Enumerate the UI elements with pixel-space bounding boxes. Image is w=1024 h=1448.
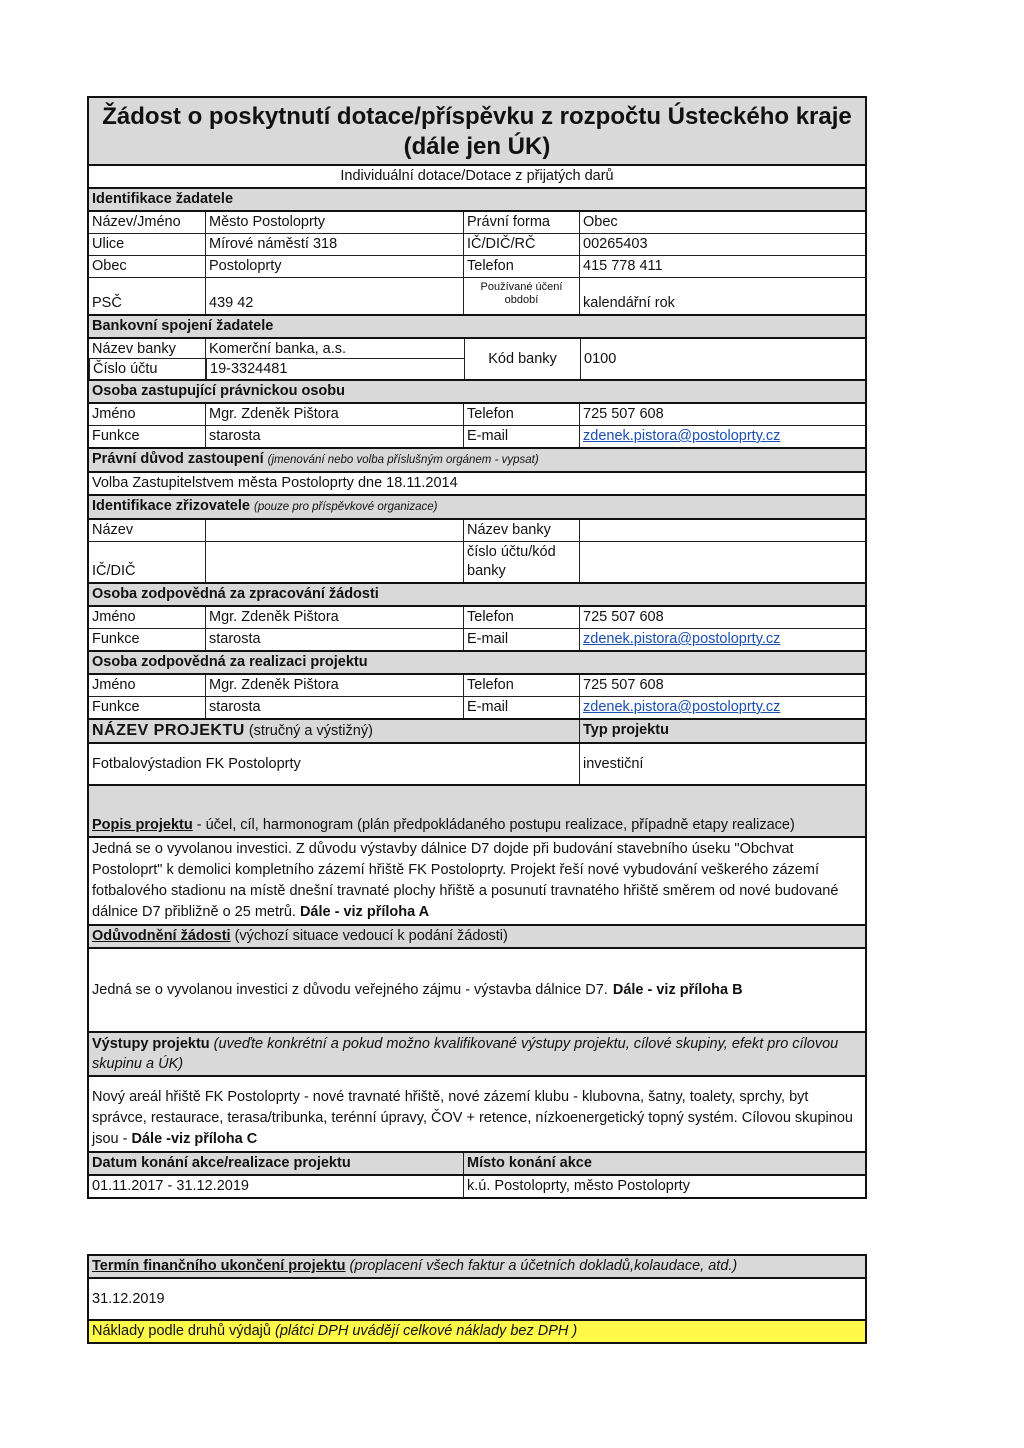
- rep-phone-label: Telefon: [463, 404, 579, 425]
- finance-end-heading-row: [89, 1256, 865, 1279]
- realizer-heading: Osoba zodpovědná za realizaci projektu: [92, 654, 368, 670]
- project-type-value: investiční: [579, 744, 865, 784]
- period-value: kalendářní rok: [579, 278, 865, 314]
- date-heading: Datum konání akce/realizace projektu: [92, 1155, 351, 1171]
- bank-heading: Bankovní spojení žadatele: [92, 318, 274, 334]
- finance-end-heading-cell: [89, 1256, 865, 1277]
- description-heading-cell: [89, 815, 865, 836]
- bank-heading-row: [89, 316, 865, 339]
- finance-end-heading: Termín finančního ukončení projektu: [92, 1258, 346, 1274]
- processor-heading: Osoba zodpovědná za zpracování žádosti: [92, 586, 379, 602]
- real-phone-label: Telefon: [463, 675, 579, 696]
- rep-email-label: E-mail: [463, 426, 579, 447]
- form-title: Žádost o poskytnutí dotace/příspěvku z rozpočtu Ústeckého kraje (dále jen ÚK): [89, 98, 865, 164]
- finance-end-row: [89, 1279, 865, 1321]
- description-text-cell: [89, 838, 865, 924]
- justification-text: Jedná se o vyvolanou investici z důvodu veřejného zájmu - výstavba dálnice D7.: [92, 981, 608, 998]
- outputs-heading: Výstupy projektu: [92, 1036, 210, 1052]
- justification-annex: Dále - viz příloha B: [612, 981, 743, 998]
- outputs-note: (uveďte konkrétní a pokud možno kvalifikované výstupy projektu, cílové skupiny, efekt pro cílovou skupinu a ÚK): [92, 1036, 839, 1072]
- justification-note: (výchozí situace vedoucí k podání žádosti): [234, 928, 508, 944]
- realizer-row-2: [89, 697, 865, 720]
- bank-labels: [89, 339, 205, 379]
- street-value: Mírové náměstí 318: [205, 234, 463, 255]
- bank-name-label: Název banky: [89, 339, 205, 359]
- legal-reason-row: [89, 473, 865, 496]
- outputs-row: [89, 1077, 865, 1153]
- applicant-row-2: [89, 234, 865, 256]
- bank-code-label: Kód banky: [464, 339, 580, 379]
- legal-reason-value: Volba Zastupitelstvem města Postoloprty dne 18.11.2014: [92, 475, 458, 491]
- applicant-heading: Identifikace žadatele: [92, 191, 234, 207]
- outputs-text-cell: [89, 1086, 865, 1151]
- proc-phone-value: 725 507 608: [579, 607, 865, 628]
- applicant-row-3: [89, 256, 865, 278]
- finance-end-note: (proplacení všech faktur a účetních dokladů,kolaudace, atd.): [349, 1258, 738, 1274]
- project-value-row: [89, 744, 865, 786]
- period-label: Používané účení období: [463, 278, 579, 314]
- ic-label: IČ/DIČ/RČ: [463, 234, 579, 255]
- name-label: Název/Jméno: [92, 214, 181, 230]
- place-heading: Místo konání akce: [463, 1153, 865, 1174]
- representative-heading: Osoba zastupující právnickou osobu: [92, 383, 345, 399]
- real-email-link[interactable]: zdenek.pistora@postoloprty.cz: [579, 697, 865, 718]
- finance-section: [87, 1254, 867, 1344]
- phone-label: Telefon: [463, 256, 579, 277]
- applicant-row-4: [89, 278, 865, 316]
- project-name-heading: NÁZEV PROJEKTU: [92, 722, 245, 739]
- title-row: [89, 98, 865, 166]
- applicant-row-1: [89, 212, 865, 234]
- description-note: - účel, cíl, harmonogram (plán předpokládaného postupu realizace, případně etapy realizace): [196, 817, 795, 833]
- legal-reason-heading-row: [89, 449, 865, 473]
- justification-heading-cell: [89, 926, 865, 947]
- representative-row-2: [89, 426, 865, 449]
- phone-value: 415 778 411: [579, 256, 865, 277]
- real-name-label: Jméno: [92, 677, 136, 693]
- bank-code-value: 0100: [580, 339, 865, 379]
- founder-name-value: [205, 520, 463, 541]
- finance-end-date: 31.12.2019: [92, 1290, 165, 1307]
- form-subtitle: Individuální dotace/Dotace z přijatých darů: [340, 168, 614, 184]
- proc-email-link[interactable]: zdenek.pistora@postoloprty.cz: [579, 629, 865, 650]
- name-value: Město Postoloprty: [205, 212, 463, 233]
- real-role-label: Funkce: [92, 699, 140, 715]
- subtitle-row: [89, 166, 865, 189]
- description-row: [89, 838, 865, 926]
- city-value: Postoloprty: [205, 256, 463, 277]
- project-name-note: (stručný a výstižný): [248, 723, 373, 739]
- applicant-heading-row: [89, 189, 865, 212]
- costs-note: (plátci DPH uvádějí celkové náklady bez DPH ): [274, 1323, 578, 1339]
- proc-name-label: Jméno: [92, 609, 136, 625]
- psc-value: 439 42: [205, 278, 463, 314]
- description-annex: Dále - viz příloha A: [299, 904, 430, 920]
- founder-heading-cell: [89, 496, 865, 518]
- founder-account-value: [579, 542, 865, 582]
- rep-name-label: Jméno: [92, 406, 136, 422]
- founder-bank-value: [579, 520, 865, 541]
- project-name-heading-cell: [89, 720, 579, 742]
- project-type-heading: Typ projektu: [579, 720, 865, 742]
- processor-heading-row: [89, 584, 865, 607]
- outputs-heading-row: [89, 1033, 865, 1077]
- founder-row-2: [89, 542, 865, 584]
- bank-values: [205, 339, 464, 379]
- proc-name-value: Mgr. Zdeněk Pištora: [205, 607, 463, 628]
- proc-role-label: Funkce: [92, 631, 140, 647]
- dates-heading-row: [89, 1153, 865, 1176]
- legal-reason-heading-cell: [89, 449, 865, 471]
- application-form: [87, 96, 867, 1199]
- outputs-text: Nový areál hřiště FK Postoloprty - nové travnaté hřiště, nové zázemí klubu - klubovna, šatny, toalety, sprchy, byt správce, restaurace, terasa/tribunka, terénní úpravy, ČOV + retence, nízkoenergetický topný systém. Cílovou skupinou jsou -: [92, 1089, 853, 1147]
- city-label: Obec: [92, 258, 127, 274]
- justification-row: [89, 949, 865, 1033]
- proc-role-value: starosta: [205, 629, 463, 650]
- costs-heading-row: [89, 1321, 865, 1342]
- founder-note: (pouze pro příspěvkové organizace): [253, 501, 438, 513]
- proc-email-label: E-mail: [463, 629, 579, 650]
- founder-heading-row: [89, 496, 865, 520]
- founder-row-1: [89, 520, 865, 542]
- place-value: k.ú. Postoloprty, město Postoloprty: [463, 1176, 865, 1197]
- justification-heading-row: [89, 926, 865, 949]
- date-value: 01.11.2017 - 31.12.2019: [92, 1178, 249, 1194]
- founder-name-label: Název: [92, 522, 134, 538]
- justification-text-cell: [89, 949, 865, 1031]
- realizer-heading-row: [89, 652, 865, 675]
- legal-form-value: Obec: [579, 212, 865, 233]
- founder-account-label: číslo účtu/kód banky: [463, 542, 579, 582]
- legal-reason-heading: Právní důvod zastoupení: [92, 451, 264, 467]
- rep-role-value: starosta: [205, 426, 463, 447]
- bank-name-value: Komerční banka, a.s.: [206, 339, 464, 359]
- street-label: Ulice: [92, 236, 125, 252]
- description-heading: Popis projektu: [92, 817, 193, 833]
- description-heading-row: [89, 786, 865, 838]
- project-heading-row: [89, 720, 865, 744]
- proc-phone-label: Telefon: [463, 607, 579, 628]
- justification-heading: Odůvodnění žádosti: [92, 928, 231, 944]
- rep-role-label: Funkce: [92, 428, 140, 444]
- account-label: Číslo účtu: [89, 359, 205, 379]
- costs-heading-cell: [89, 1321, 865, 1342]
- real-email-label: E-mail: [463, 697, 579, 718]
- realizer-row-1: [89, 675, 865, 697]
- costs-heading: Náklady podle druhů výdajů: [92, 1323, 271, 1339]
- real-phone-value: 725 507 608: [579, 675, 865, 696]
- psc-label: PSČ: [92, 295, 122, 311]
- bank-row: [89, 339, 865, 381]
- real-name-value: Mgr. Zdeněk Pištora: [205, 675, 463, 696]
- project-name-value: Fotbalovýstadion FK Postoloprty: [92, 755, 301, 772]
- real-role-value: starosta: [205, 697, 463, 718]
- account-value: 19-3324481: [206, 359, 464, 379]
- representative-heading-row: [89, 381, 865, 404]
- rep-name-value: Mgr. Zdeněk Pištora: [205, 404, 463, 425]
- representative-row-1: [89, 404, 865, 426]
- dates-row: [89, 1176, 865, 1197]
- founder-bank-label: Název banky: [463, 520, 579, 541]
- outputs-heading-cell: [89, 1033, 865, 1075]
- rep-phone-value: 725 507 608: [579, 404, 865, 425]
- processor-row-1: [89, 607, 865, 629]
- legal-form-label: Právní forma: [463, 212, 579, 233]
- founder-ic-label: IČ/DIČ: [92, 563, 136, 579]
- outputs-annex: Dále -viz příloha C: [131, 1131, 258, 1147]
- description-text: Jedná se o vyvolanou investici. Z důvodu výstavby dálnice D7 dojde při budování stavebního úseku "Obchvat Postoloprt" k demolici kompletního zázemí hřiště FK Postoloprty. Projekt řeší nové vybudování veškerého zázemí fotbalového stadionu na místě dnešní travnaté plochy hřiště a posunutí travnatého hřiště směrem od nové budované dálnice D7 přibližně o 25 metrů.: [92, 841, 839, 920]
- processor-row-2: [89, 629, 865, 652]
- rep-email-link[interactable]: zdenek.pistora@postoloprty.cz: [579, 426, 865, 447]
- founder-heading: Identifikace zřizovatele: [92, 498, 250, 514]
- founder-ic-value: [205, 542, 463, 582]
- ic-value: 00265403: [579, 234, 865, 255]
- legal-reason-note: (jmenování nebo volba příslušným orgánem - vypsat): [267, 454, 539, 466]
